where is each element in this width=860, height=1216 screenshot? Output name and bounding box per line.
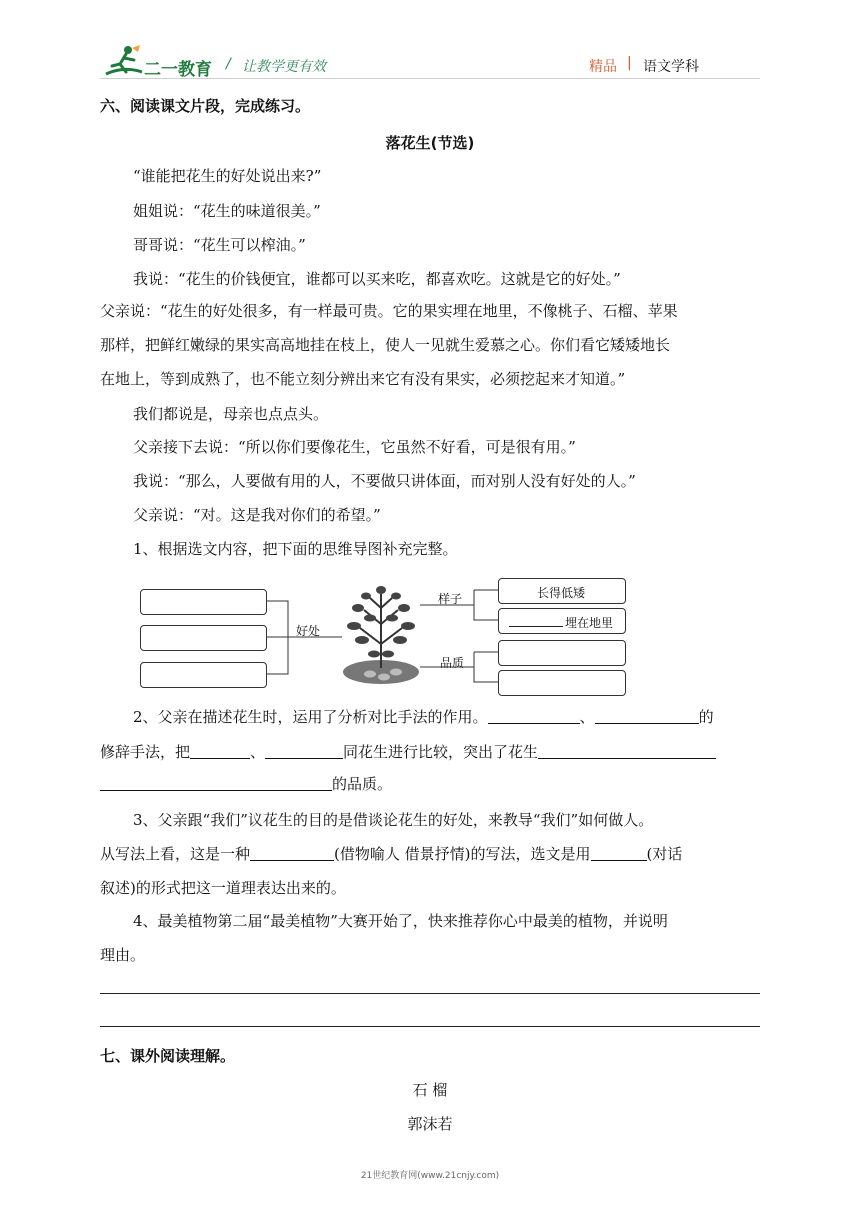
mindmap-box-blank-line[interactable]: [509, 626, 563, 627]
header-badge: 精品: [589, 59, 617, 75]
mindmap-label-appearance: 样子: [438, 592, 463, 606]
answer-blank[interactable]: [538, 742, 716, 759]
question-4-line-1: 4、最美植物第二届“最美植物”大赛开始了，快来推荐你心中最美的植物，并说明: [133, 912, 668, 930]
q2-text: 的品质。: [332, 775, 393, 793]
mindmap-blank-box[interactable]: [498, 640, 626, 666]
question-2-line-3: [100, 774, 392, 794]
question-2-line-2: [100, 742, 716, 762]
paragraph-line: 那样，把鲜红嫩绿的果实高高地挂在枝上，使人一见就生爱慕之心。你们看它矮矮地长: [100, 336, 671, 354]
logo-text: 二一教育: [144, 60, 212, 80]
mindmap-box-short-text: 长得低矮: [537, 586, 586, 600]
paragraph-line: 父亲说：“花生的好处很多，有一样最可贵。它的果实埋在地里，不像桃子、石榴、苹果: [100, 302, 678, 320]
q2-suffix: 的: [698, 708, 714, 726]
answer-blank[interactable]: [488, 707, 580, 724]
mindmap-label-quality: 品质: [440, 656, 465, 670]
answer-blank[interactable]: [265, 742, 343, 759]
paragraph-line: 我说：“那么，人要做有用的人，不要做只讲体面，而对别人没有好处的人。”: [133, 472, 636, 490]
question-3-line-1: 3、父亲跟“我们”议花生的目的是借谈论花生的好处，来教导“我们”如何做人。: [133, 811, 654, 829]
paragraph-line: 哥哥说：“花生可以榨油。”: [133, 236, 306, 254]
header-slash: /: [226, 56, 231, 72]
mindmap-blank-box[interactable]: [498, 670, 626, 696]
answer-blank[interactable]: [595, 707, 699, 724]
header-subject: 语文学科: [643, 59, 699, 75]
q2-text: 同花生进行比较，突出了花生: [343, 743, 539, 761]
mindmap-blank-box[interactable]: [140, 625, 267, 651]
header-separator: |: [627, 55, 632, 71]
question-3-line-2: [100, 844, 682, 864]
q2-text: 2、父亲在描述花生时，运用了分析对比手法的作用。: [133, 708, 488, 726]
answer-blank[interactable]: [100, 774, 332, 791]
question-2-line-1: [133, 707, 714, 727]
q3-text: (借物喻人 借景抒情)的写法，选文是用: [334, 845, 591, 863]
passage-title: 落花生(节选): [385, 134, 475, 152]
answer-blank[interactable]: [591, 844, 647, 861]
mindmap-label-benefit: 好处: [296, 624, 321, 638]
section6-heading: 六、阅读课文片段，完成练习。: [100, 97, 311, 115]
section7-title: 石 榴: [412, 1081, 448, 1099]
answer-blank[interactable]: [190, 742, 250, 759]
q3-text: 从写法上看，这是一种: [100, 845, 251, 863]
question-1: 1、根据选文内容，把下面的思维导图补充完整。: [133, 540, 458, 558]
mindmap-blank-box[interactable]: [140, 589, 267, 615]
mindmap-box-short: [498, 578, 626, 604]
paragraph-line: “谁能把花生的好处说出来?”: [133, 167, 322, 185]
paragraph-line: 父亲说：“对。这是我对你们的希望。”: [133, 506, 381, 524]
question-3-line-3: 叙述)的形式把这一道理表达出来的。: [100, 879, 346, 897]
peanut-plant-icon: [340, 584, 422, 688]
q2-separator: 、: [579, 708, 595, 726]
paragraph-line: 姐姐说：“花生的味道很美。”: [133, 202, 321, 220]
q2-text: 修辞手法，把: [100, 743, 191, 761]
section7-author: 郭沫若: [407, 1115, 453, 1133]
page-footer: 21世纪教育网(www.21cnjy.com): [360, 1171, 500, 1181]
answer-blank[interactable]: [250, 844, 334, 861]
section7-heading: 七、课外阅读理解。: [100, 1047, 236, 1065]
mindmap-box-underground: [498, 608, 626, 634]
mindmap-blank-box[interactable]: [140, 662, 267, 688]
answer-line[interactable]: [100, 993, 760, 994]
header-slogan: 让教学更有效: [242, 59, 326, 75]
answer-line[interactable]: [100, 1026, 760, 1027]
paragraph-line: 我说：“花生的价钱便宜，谁都可以买来吃，都喜欢吃。这就是它的好处。”: [133, 270, 621, 288]
paragraph-line: 在地上，等到成熟了，也不能立刻分辨出来它有没有果实，必须挖起来才知道。”: [100, 370, 626, 388]
paragraph-line: 我们都说是，母亲也点点头。: [133, 405, 329, 423]
q2-separator: 、: [250, 743, 266, 761]
paragraph-line: 父亲接下去说：“所以你们要像花生，它虽然不好看，可是很有用。”: [133, 438, 576, 456]
question-4-line-2: 理由。: [100, 946, 146, 964]
mindmap-box-underground-text: 埋在地里: [565, 616, 614, 630]
q3-text: (对话: [646, 845, 683, 863]
